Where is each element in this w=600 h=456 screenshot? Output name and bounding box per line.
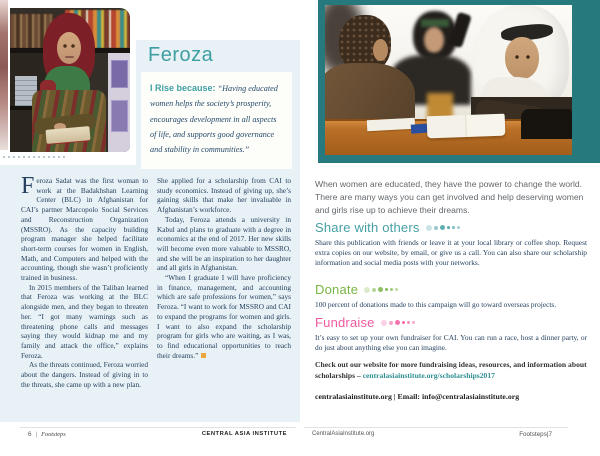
fundraise-body: It’s easy to set up your own fundraiser for CAI. You can run a race, host a dinner party, or do just about anything else you can imagine. xyxy=(315,333,587,352)
intro-text: When women are educated, they have the power to change the world. There are many ways you can get involved and help deserving women and girls rise up to achieve their dreams. xyxy=(315,179,584,215)
section-dots-icon xyxy=(426,225,460,231)
contact-separator: | xyxy=(391,392,398,401)
dark-bag xyxy=(521,109,572,139)
checkout-text xyxy=(315,360,587,381)
organization-name: CENTRAL ASIA INSTITUTE xyxy=(201,431,287,437)
picture-frame xyxy=(111,60,128,88)
article-paragraph: She applied for a scholarship from CAI to study economics. Instead of giving up, she’s gaining skills that make her invaluable in Afghanistan’s workforce. xyxy=(157,176,291,215)
scholarship-link[interactable]: centralasiainstitute.org/scholarships2017 xyxy=(362,370,495,380)
open-book xyxy=(427,114,506,139)
quote-text: “Having educated women helps the society’s prosperity, encourages development in all aspects of life, and supports good governance and stability in communities.” xyxy=(150,84,278,155)
raised-hand xyxy=(448,12,472,49)
footer-website: CentralAsiaInstitute.org xyxy=(312,431,375,437)
section-dots-icon xyxy=(381,320,415,326)
feroza-photo xyxy=(10,8,130,152)
donate-body: 100 percent of donations made to this campaign will go toward overseas projects. xyxy=(315,300,557,309)
student-back-face xyxy=(424,27,444,53)
checkout-lead: Check out our website for more fundraising ideas, resources, and information about scholarships – xyxy=(315,360,587,380)
quote-lead: I Rise because: xyxy=(150,83,216,93)
footer-rule xyxy=(304,427,568,428)
contact-line xyxy=(315,392,519,401)
section-fundraise xyxy=(315,315,591,353)
donate-heading-label: Donate xyxy=(315,282,359,297)
section-share xyxy=(315,220,591,268)
paragraph-text: eroza Sadat was the first woman to work at the Badakhshan Learning Center (BLC) in Afghanistan for CAI’s partner Marcopolo Social Services and Reconstruction Organization (MSSRO). As the capacity building program manager she helped facilitate short-term courses for women in English, Math, and Computers and helped with the accounting, though she wasn’t proficiently trained in business. xyxy=(21,176,148,283)
fundraise-heading-label: Fundraise xyxy=(315,315,375,330)
end-of-article-icon xyxy=(201,353,206,358)
student-right-eyes xyxy=(513,55,533,59)
article-paragraph: As the threats continued, Feroza worried about the dangers. Instead of giving in to the threats, she came up with a new plan. xyxy=(21,360,148,389)
fundraise-heading xyxy=(315,315,591,330)
page-edge-photo-bleed xyxy=(0,0,8,150)
publication-name: Footsteps xyxy=(519,431,547,438)
website-link[interactable]: centralasiainstitute.org xyxy=(315,392,392,401)
footer-left xyxy=(28,431,66,438)
footer-separator: | xyxy=(35,431,38,438)
share-body: Share this publication with friends or leave it at your local library or coffee shop. Request extra copies on our website, by email, or give us a call. You can also share our scholarship information and social media posts with your networks. xyxy=(315,238,587,267)
dropcap: F xyxy=(21,173,35,199)
share-heading xyxy=(315,220,591,235)
footer-rule xyxy=(20,427,296,428)
article-paragraph xyxy=(157,273,291,360)
article-paragraph: Today, Feroza attends a university in Kabul and plans to graduate with a degree in economics at the end of 2017. Her new skills will become even more valuable to MSSRO, and she will be an inspiration to her daughter and all girls in Afghanistan. xyxy=(157,214,291,273)
donate-heading xyxy=(315,282,591,297)
mouth xyxy=(65,56,74,58)
article-paragraph xyxy=(21,173,148,283)
page-number: 6 xyxy=(28,431,32,438)
student-left-face xyxy=(373,39,388,61)
email-link[interactable]: Email: info@centralasiainstitute.org xyxy=(397,392,520,401)
teal-photo-frame xyxy=(318,0,600,163)
paragraph-text: “When I graduate I will have proficiency in finance, management, and accounting which are safe professions for women,” says Feroza. “I want to work for MSSRO and CAI to expand the programs for women and girls. I want to also expand the scholarship program for girls who are waiting, as I was, to find educational opportunities to reach their dreams.” xyxy=(157,273,291,360)
section-donate xyxy=(315,282,591,310)
footer-right xyxy=(300,431,552,438)
share-heading-label: Share with others xyxy=(315,220,420,235)
student-back-headband xyxy=(421,19,449,27)
classroom-photo xyxy=(325,5,572,155)
quote-box xyxy=(141,72,292,169)
article-column-2 xyxy=(157,176,291,360)
footer-separator: | xyxy=(546,431,549,438)
publication-name: Footsteps xyxy=(41,431,66,438)
page-number: 7 xyxy=(548,431,552,438)
picture-frame xyxy=(111,100,128,132)
page-title: Feroza xyxy=(148,44,214,66)
eyes xyxy=(61,44,77,49)
quote-paragraph xyxy=(150,80,283,156)
photo-dots-icon xyxy=(3,156,67,158)
right-page xyxy=(300,0,600,456)
article-paragraph: In 2015 members of the Taliban learned that Feroza was working at the BLC alongside men, and they began to threaten her. “I got many warnings such as threatening phone calls and messages saying they would kidnap me and my family and attack the office,” explains Feroza. xyxy=(21,282,148,360)
article-column-1 xyxy=(21,173,148,389)
section-dots-icon xyxy=(364,287,398,293)
